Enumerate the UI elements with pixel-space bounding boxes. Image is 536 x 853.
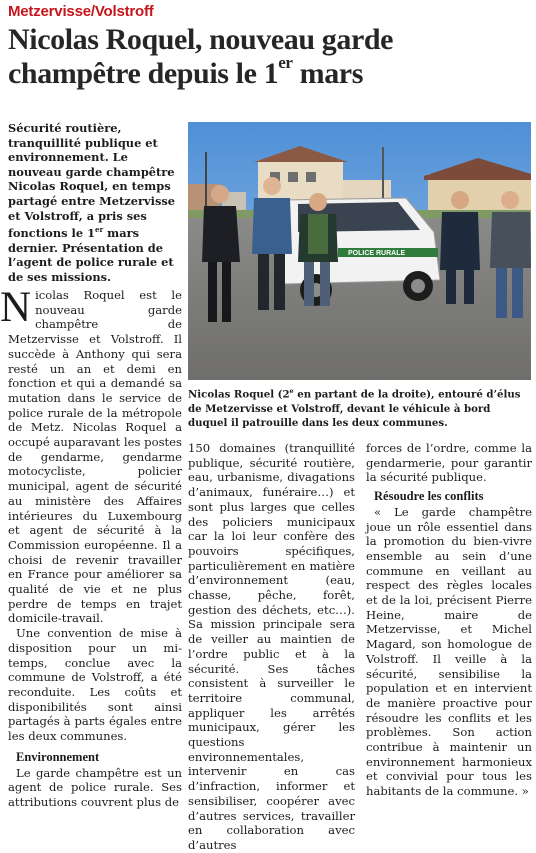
- van-label: POLICE RURALE: [348, 250, 406, 257]
- paragraph: Le garde champêtre est un agent de police rurale. Ses attributions couvrent plus de: [8, 765, 182, 809]
- caption-part2: en partant de la droite), entouré d’élus de Metzervisse et Volstroff, devant le véhicule à bord duquel il patrouille dans les deux communes.: [188, 388, 521, 429]
- caption-sup: e: [289, 387, 294, 395]
- headline: [8, 23, 530, 91]
- photo-illustration: [188, 122, 531, 380]
- article-photo: [188, 122, 531, 380]
- headline-sup: er: [278, 53, 293, 72]
- paragraph: « Le garde champêtre joue un rôle essentiel dans la promotion du bien-vivre ensemble au sein d’une commune en veillant au respect des règles locales et de la loi, précisent Pierre Heine, maire de Metzervisse, et Michel Magard, son homologue de Volstroff. Il veille à la sécurité, sensibilise la population et en intervient de manière proactive pour résoudre les conflits et les problèmes. Son action contribue à maintenir un environnement harmonieux et convivial pour tous les habitants de la commune. »: [366, 504, 532, 799]
- photo-caption: [188, 384, 531, 430]
- subheading-environnement: Environnement: [16, 749, 100, 764]
- lead-part2: mars dernier. Présentation de l’agent de police rurale et de ses missions.: [8, 225, 174, 284]
- paragraph: 150 domaines (tranquillité publique, sécurité routière, eau, urbanisme, divagations d’animaux, funéraire…) et sont plus larges que celles des policiers municipaux car la loi leur confère des pouvoirs spécifiques, particulièrement en matière d’environnement (eau, chasse, pêche, forêt, gestion des déchets, etc…). Sa mission principale sera de veiller au maintien de l’ordre public et à la sécurité. Ses tâches consistent à surveiller le territoire communal, appliquer les arrêtés municipaux, gérer les questions environnementales, intervenir en cas d’infraction, informer et sensibiliser, coopérer avec d’autres services, travailler en collaboration avec d’autres: [188, 441, 355, 852]
- paragraph: [0, 284, 182, 626]
- section-kicker: Metzervisse/Volstroff: [8, 3, 154, 20]
- caption-part1: Nicolas Roquel (2: [188, 388, 290, 401]
- lead-sup: er: [95, 225, 104, 235]
- paragraph-text: icolas Roquel est le nouveau garde champêtre de Metzervisse et Volstroff. Il succède à Anthony qui sera resté un an et demi en fonction et qui a demandé sa mutation dans le service de police rurale de la métropole de Metz. Nicolas Roquel a occupé auparavant les postes de gendarme, gendarme motocycliste, policier municipal, agent de sécurité au ministère des Affaires intérieures du Luxembourg et agent de sécurité à la Commission européenne. Il a choisi de revenir travailler en France pour améliorer sa qualité de vie et ne plus perdre de temps en trajet domicile-travail.: [8, 288, 182, 626]
- lead-part1: Sécurité routière, tranquillité publique et environnement. Le nouveau garde champêtre Nicolas Roquel, en temps partagé entre Metzervisse et Volstroff, a pris ses fonctions le 1: [8, 121, 176, 240]
- headline-end: mars: [292, 57, 363, 90]
- body-column-3: [366, 441, 532, 799]
- paragraph: Une convention de mise à disposition pour un mi-temps, conclue avec la commune de Volstroff, a été reconduite. Les coûts et disponibilités sont ainsi partagés à parts égales entre les deux communes.: [8, 626, 182, 744]
- lead-paragraph: [8, 121, 182, 284]
- paragraph: forces de l’ordre, comme la gendarmerie, pour garantir la sécurité publique.: [366, 441, 532, 485]
- subheading-conflits: Résoudre les conflits: [374, 489, 484, 504]
- drop-cap: N: [0, 284, 32, 331]
- body-column-2: [188, 441, 355, 853]
- body-column-1: [0, 284, 182, 810]
- headline-main: Nicolas Roquel, nouveau garde champêtre depuis le 1: [8, 23, 394, 90]
